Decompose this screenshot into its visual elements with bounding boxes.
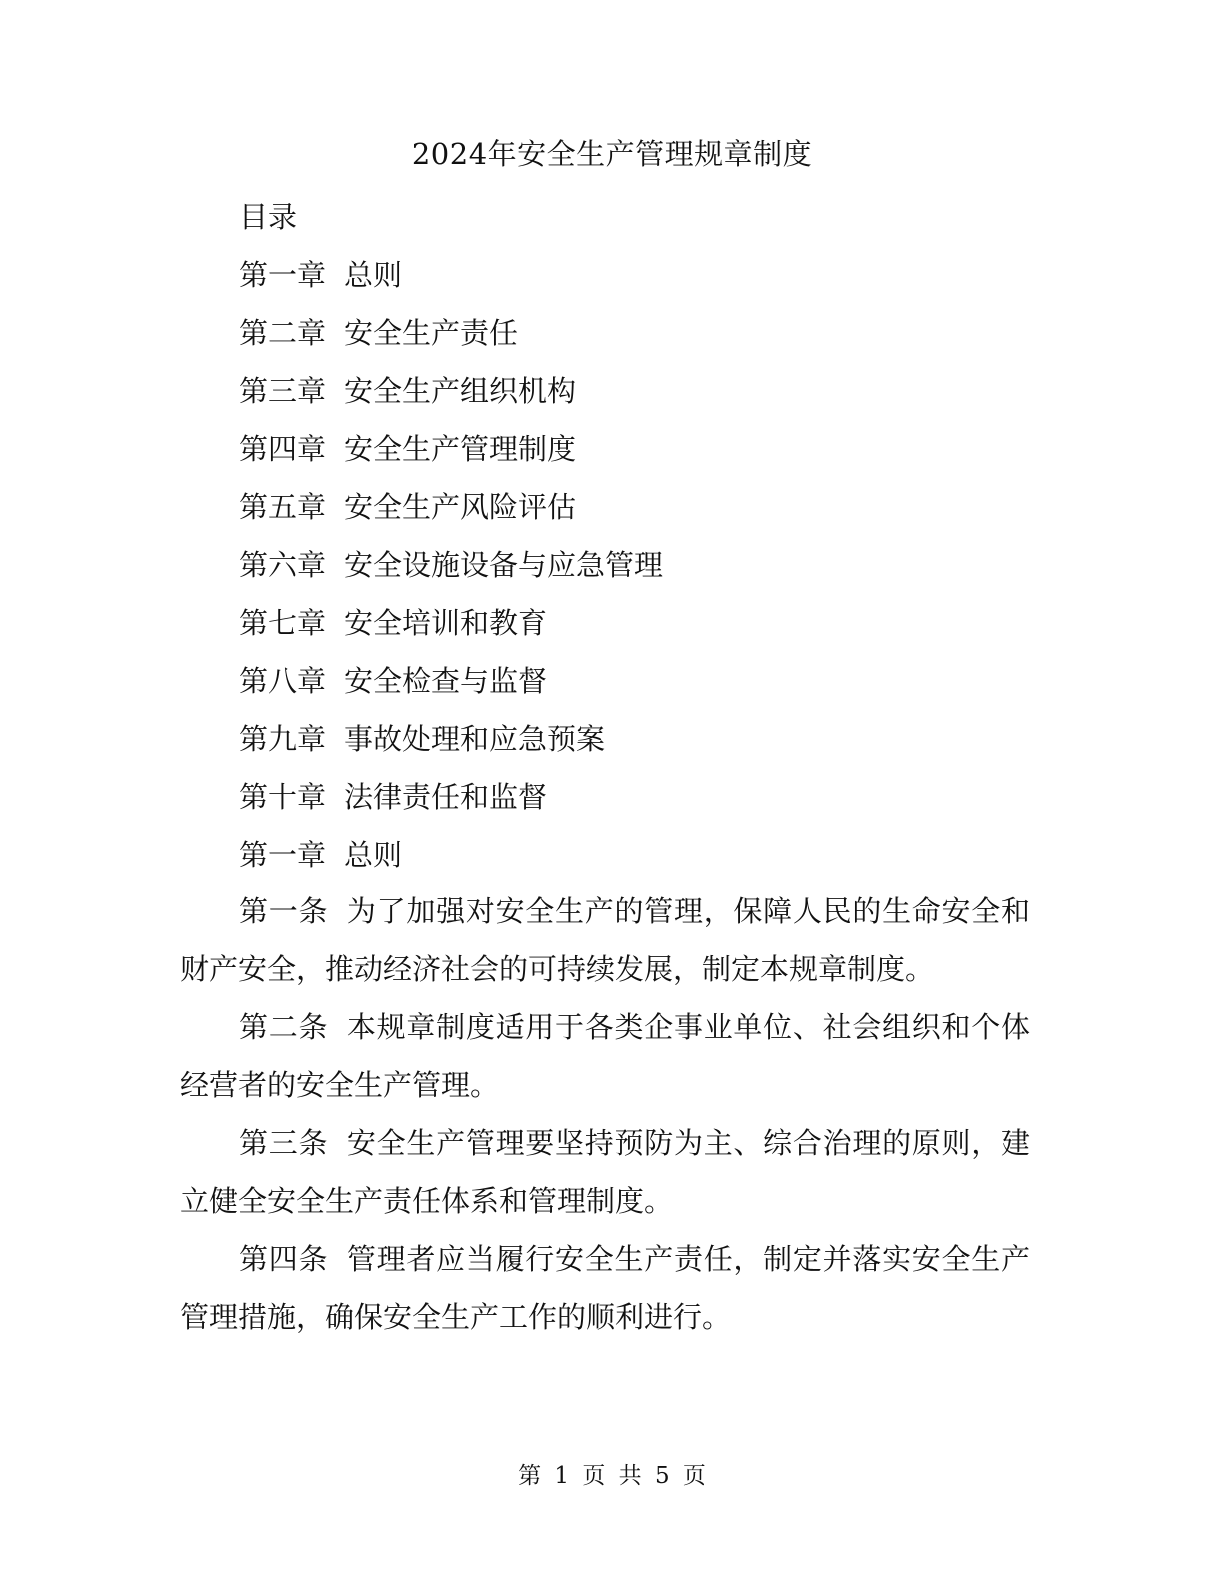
- toc-entry: [239, 364, 1039, 422]
- article-text: 安全生产管理要坚持预防为主、综合治理的原则，建立健全安全生产责任体系和管理制度。: [180, 1126, 1030, 1218]
- toc-chapter-number: 第四章: [239, 432, 327, 466]
- page-number-footer: 第 1 页 共 5 页: [518, 1463, 706, 1489]
- article-paragraph: [180, 1114, 1030, 1230]
- toc-chapter-number: 第二章: [239, 316, 327, 350]
- toc-chapter-number: 第九章: [239, 722, 327, 756]
- toc-entry: [239, 770, 1039, 828]
- toc-chapter-number: 第七章: [239, 606, 327, 640]
- toc-chapter-number: 第八章: [239, 664, 327, 698]
- table-of-contents: [239, 190, 1039, 886]
- toc-chapter-name: 安全生产责任: [344, 316, 519, 350]
- toc-entry: [239, 248, 1039, 306]
- section-heading: [239, 828, 1039, 886]
- toc-chapter-number: 第六章: [239, 548, 327, 582]
- article-text: 为了加强对安全生产的管理，保障人民的生命安全和财产安全，推动经济社会的可持续发展，制定本规章制度。: [180, 894, 1030, 986]
- toc-chapter-name: 安全培训和教育: [344, 606, 548, 640]
- toc-chapter-name: 安全生产组织机构: [344, 374, 577, 408]
- article-paragraph: [180, 998, 1030, 1114]
- toc-chapter-number: 第五章: [239, 490, 327, 524]
- toc-chapter-number: 第十章: [239, 780, 327, 814]
- article-number: 第三条: [239, 1126, 329, 1160]
- toc-chapter-name: 安全生产管理制度: [344, 432, 577, 466]
- toc-chapter-number: 第三章: [239, 374, 327, 408]
- toc-chapter-number: 第一章: [239, 258, 327, 292]
- toc-heading: 目录: [239, 200, 298, 234]
- document-title: 2024年安全生产管理规章制度: [411, 137, 813, 171]
- article-number: 第一条: [239, 894, 329, 928]
- article-text: 管理者应当履行安全生产责任，制定并落实安全生产管理措施，确保安全生产工作的顺利进行。: [180, 1242, 1030, 1334]
- section-chapter-name: 总则: [344, 838, 403, 872]
- article-text: 本规章制度适用于各类企事业单位、社会组织和个体经营者的安全生产管理。: [180, 1010, 1030, 1102]
- toc-entry: [239, 596, 1039, 654]
- toc-chapter-name: 总则: [344, 258, 403, 292]
- document-body: [180, 882, 1030, 1346]
- toc-chapter-name: 安全设施设备与应急管理: [344, 548, 664, 582]
- article-number: 第二条: [239, 1010, 329, 1044]
- toc-entry: [239, 422, 1039, 480]
- article-paragraph: [180, 1230, 1030, 1346]
- toc-entry: [239, 480, 1039, 538]
- toc-entry: [239, 306, 1039, 364]
- article-number: 第四条: [239, 1242, 329, 1276]
- toc-chapter-name: 事故处理和应急预案: [344, 722, 606, 756]
- toc-entry: [239, 538, 1039, 596]
- toc-chapter-name: 安全生产风险评估: [344, 490, 577, 524]
- toc-entry: [239, 654, 1039, 712]
- toc-entry: [239, 712, 1039, 770]
- toc-chapter-name: 安全检查与监督: [344, 664, 548, 698]
- toc-chapter-name: 法律责任和监督: [344, 780, 548, 814]
- article-paragraph: [180, 882, 1030, 998]
- section-chapter-number: 第一章: [239, 838, 327, 872]
